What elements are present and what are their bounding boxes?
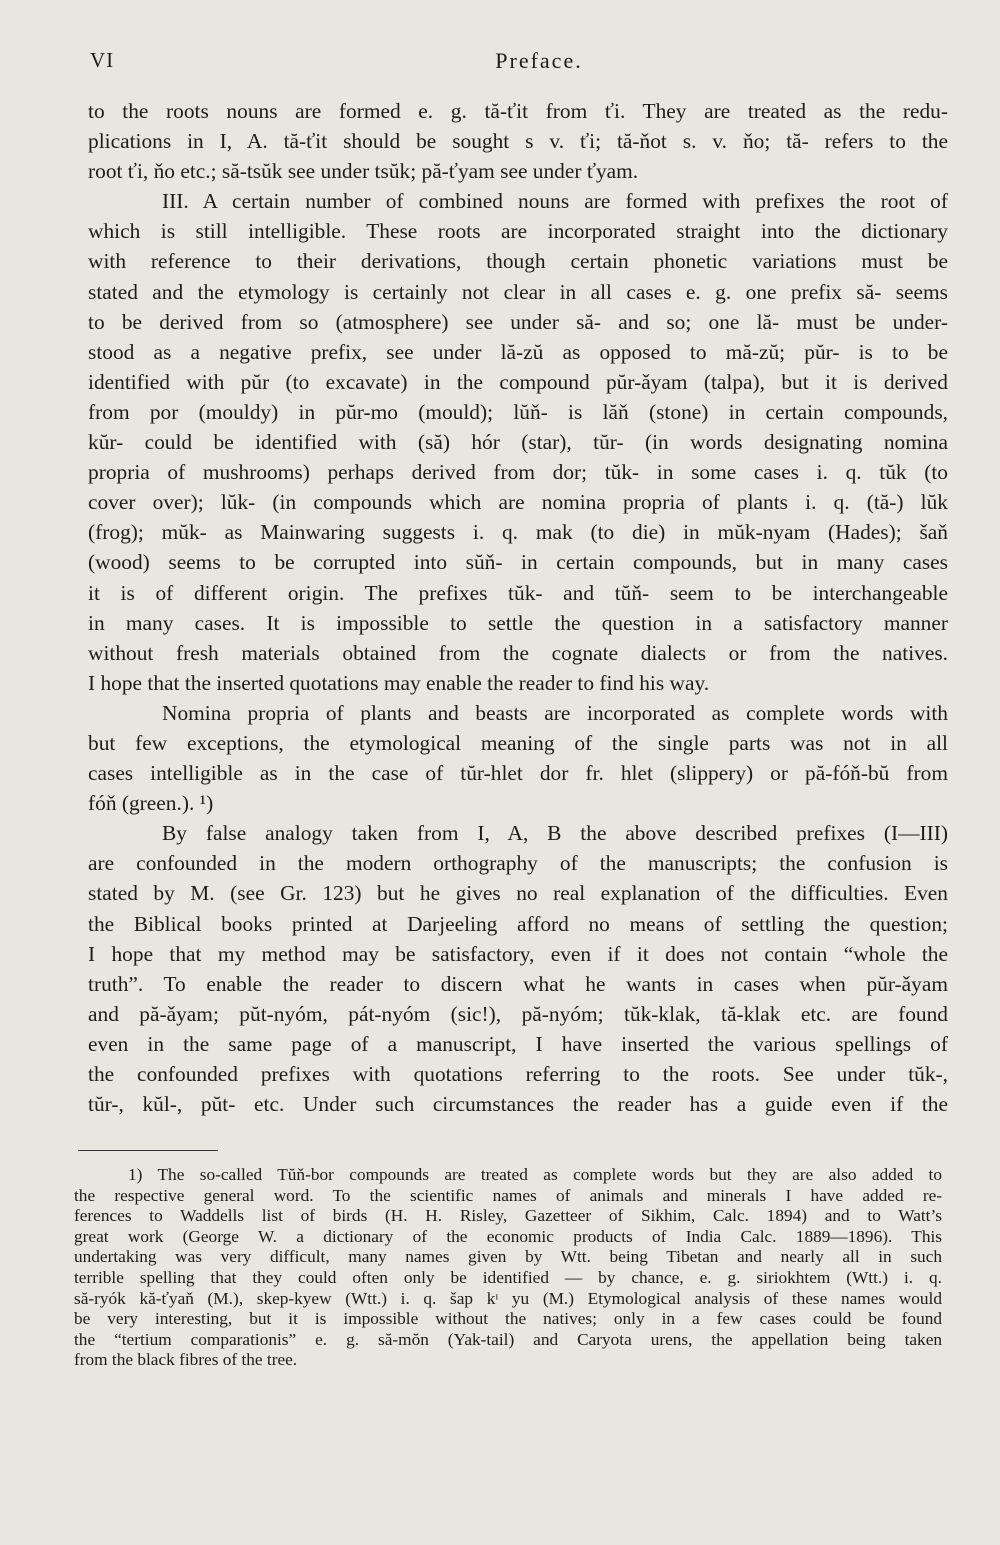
text-line: By false analogy taken from I, A, B the above described prefixes (I—III) <box>162 821 948 846</box>
footnote-line: terrible spelling that they could often only be identified — by chance, e. g. siriokhtem (Wtt.) i. q. <box>74 1267 942 1287</box>
text-line: identified with pŭr (to excavate) in the compound pŭr-ǎyam (talpa), but it is derived <box>88 369 948 394</box>
footnote-line: undertaking was very difficult, many names given by Wtt. being Tibetan and nearly all in such <box>74 1247 942 1267</box>
footnote-divider <box>78 1150 218 1151</box>
text-line: without fresh materials obtained from the cognate dialects or from the natives. <box>88 640 948 665</box>
footnote <box>74 1165 942 1371</box>
text-line: fóň (green.). ¹) <box>88 791 214 816</box>
text-line: (wood) seems to be corrupted into sŭň- in certain compounds, but in many cases <box>88 550 948 575</box>
text-line: stated and the etymology is certainly not clear in all cases e. g. one prefix să- seems <box>88 279 948 304</box>
footnote-line: să-ryók kă-ťyaň (M.), skep-kyew (Wtt.) i. q. šap kᶦ yu (M.) Etymological analysis of these names would <box>74 1288 942 1308</box>
text-line: stated by M. (see Gr. 123) but he gives no real explanation of the difficulties. Even <box>88 881 948 906</box>
text-line: which is still intelligible. These roots are incorporated straight into the dictionary <box>88 219 948 244</box>
page-header <box>90 48 948 80</box>
text-line: from por (mouldy) in pŭr-mo (mould); lŭň- is lăň (stone) in certain compounds, <box>88 399 948 424</box>
footnote-line: the respective general word. To the scientific names of animals and minerals I have added re- <box>74 1185 942 1205</box>
page-number: VI <box>90 48 115 72</box>
text-line: (frog); mŭk- as Mainwaring suggests i. q. mak (to die) in mŭk-nyam (Hades); šaň <box>88 520 948 545</box>
text-line: kŭr- could be identified with (să) hór (star), tŭr- (in words designating nomina <box>88 430 948 455</box>
text-line: Nomina propria of plants and beasts are incorporated as complete words with <box>162 700 948 725</box>
text-line: tŭr-, kŭl-, pŭt- etc. Under such circumstances the reader has a guide even if the <box>88 1092 948 1117</box>
text-line: it is of different origin. The prefixes tŭk- and tŭň- seem to be interchangeable <box>88 580 948 605</box>
text-line: I hope that my method may be satisfactory, even if it does not contain “whole the <box>88 941 948 966</box>
footnote-line: 1) The so-called Tŭň-bor compounds are treated as complete words but they are also added to <box>128 1165 942 1184</box>
text-line: but few exceptions, the etymological meaning of the single parts was not in all <box>88 730 948 755</box>
body-text <box>88 96 948 1119</box>
text-line: stood as a negative prefix, see under lă-zŭ as opposed to mă-zŭ; pŭr- is to be <box>88 339 948 364</box>
text-line: truth”. To enable the reader to discern what he wants in cases when pŭr-ǎyam <box>88 971 948 996</box>
text-line: the confounded prefixes with quotations referring to the roots. See under tŭk-, <box>88 1062 948 1086</box>
text-line: in many cases. It is impossible to settle the question in a satisfactory manner <box>88 610 948 635</box>
footnote-line: ferences to Waddells list of birds (H. H. Risley, Gazetteer of Sikhim, Calc. 1894) and to Watt’s <box>74 1206 942 1226</box>
text-line: cover over); lŭk- (in compounds which are nomina propria of plants i. q. (tă-) lŭk <box>88 490 948 515</box>
text-line: cases intelligible as in the case of tŭr-hlet dor fr. hlet (slippery) or pă-fóň-bŭ from <box>88 761 948 786</box>
footnote-line: be very interesting, but it is impossible without the natives; only in a few cases could be found <box>74 1309 942 1329</box>
text-line: are confounded in the modern orthography of the manuscripts; the confusion is <box>88 851 948 876</box>
text-line: III. A certain number of combined nouns are formed with prefixes the root of <box>162 189 948 214</box>
text-line: with reference to their derivations, though certain phonetic variations must be <box>88 249 948 274</box>
text-line: to the roots nouns are formed e. g. tă-ťit from ťi. They are treated as the redu- <box>88 99 948 123</box>
footnote-line: from the black fibres of the tree. <box>74 1350 298 1370</box>
text-line: plications in I, A. tă-ťit should be sought s v. ťi; tă-ňot s. v. ňo; tă- refers to the <box>88 129 948 154</box>
text-line: even in the same page of a manuscript, I have inserted the various spellings of <box>88 1031 948 1056</box>
text-line: propria of mushrooms) perhaps derived from dor; tŭk- in some cases i. q. tŭk (to <box>88 460 948 485</box>
footnote-line: the “tertium comparationis” e. g. să-mŏn (Yak-tail) and Caryota urens, the appellation being taken <box>74 1329 942 1349</box>
text-line: to be derived from so (atmosphere) see under să- and so; one lă- must be under- <box>88 309 948 334</box>
text-line: the Biblical books printed at Darjeeling afford no means of settling the question; <box>88 911 948 936</box>
text-line: and pă-ǎyam; pŭt-nyóm, pát-nyóm (sic!), pă-nyóm; tŭk-klak, tă-klak etc. are found <box>88 1001 948 1026</box>
text-line: root ťi, ňo etc.; să-tsŭk see under tsŭk; pă-ťyam see under ťyam. <box>88 159 639 184</box>
text-line: I hope that the inserted quotations may enable the reader to find his way. <box>88 670 710 695</box>
running-title: Preface. <box>495 48 583 73</box>
footnote-line: great work (George W. a dictionary of the economic products of India Calc. 1889—1896). This <box>74 1226 942 1246</box>
